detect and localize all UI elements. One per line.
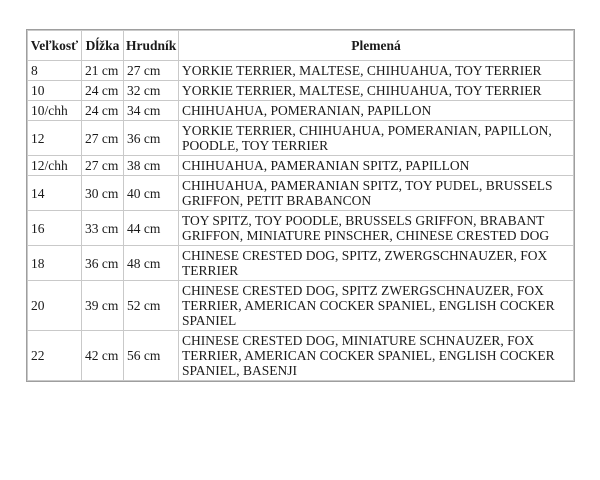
breeds-cell: YORKIE TERRIER, MALTESE, CHIHUAHUA, TOY TERRIER [179,61,574,81]
size-cell: 12/chh [28,156,82,176]
chest-cell: 44 cm [124,211,179,246]
breeds-cell: CHINESE CRESTED DOG, MINIATURE SCHNAUZER, FOX TERRIER, AMERICAN COCKER SPANIEL, ENGLISH COCKER SPANIEL, BASENJI [179,331,574,381]
breeds-cell: CHIHUAHUA, PAMERANIAN SPITZ, PAPILLON [179,156,574,176]
col-header-length: Dĺžka [82,31,124,61]
col-header-chest: Hrudník [124,31,179,61]
col-header-breeds: Plemená [179,31,574,61]
chest-cell: 48 cm [124,246,179,281]
length-cell: 24 cm [82,101,124,121]
size-cell: 20 [28,281,82,331]
breeds-cell: YORKIE TERRIER, MALTESE, CHIHUAHUA, TOY TERRIER [179,81,574,101]
length-cell: 30 cm [82,176,124,211]
breeds-cell: CHIHUAHUA, PAMERANIAN SPITZ, TOY PUDEL, BRUSSELS GRIFFON, PETIT BRABANCON [179,176,574,211]
length-cell: 36 cm [82,246,124,281]
table-row [28,61,574,81]
size-chart-container [27,30,574,381]
size-cell: 10 [28,81,82,101]
breeds-cell: CHINESE CRESTED DOG, SPITZ ZWERGSCHNAUZER, FOX TERRIER, AMERICAN COCKER SPANIEL, ENGLISH COCKER SPANIEL [179,281,574,331]
length-cell: 24 cm [82,81,124,101]
size-cell: 18 [28,246,82,281]
chest-cell: 40 cm [124,176,179,211]
breeds-cell: CHINESE CRESTED DOG, SPITZ, ZWERGSCHNAUZER, FOX TERRIER [179,246,574,281]
size-cell: 22 [28,331,82,381]
length-cell: 27 cm [82,156,124,176]
breeds-cell: YORKIE TERRIER, CHIHUAHUA, POMERANIAN, PAPILLON, POODLE, TOY TERRIER [179,121,574,156]
length-cell: 21 cm [82,61,124,81]
table-body [28,61,574,381]
size-cell: 8 [28,61,82,81]
size-cell: 12 [28,121,82,156]
length-cell: 27 cm [82,121,124,156]
chest-cell: 27 cm [124,61,179,81]
size-cell: 10/chh [28,101,82,121]
chest-cell: 32 cm [124,81,179,101]
size-chart-table [27,30,574,381]
chest-cell: 34 cm [124,101,179,121]
length-cell: 42 cm [82,331,124,381]
breeds-cell: TOY SPITZ, TOY POODLE, BRUSSELS GRIFFON, BRABANT GRIFFON, MINIATURE PINSCHER, CHINESE CRESTED DOG [179,211,574,246]
table-row [28,156,574,176]
table-header [28,31,574,61]
breeds-cell: CHIHUAHUA, POMERANIAN, PAPILLON [179,101,574,121]
table-row [28,331,574,381]
length-cell: 39 cm [82,281,124,331]
size-cell: 14 [28,176,82,211]
chest-cell: 56 cm [124,331,179,381]
chest-cell: 38 cm [124,156,179,176]
table-row [28,246,574,281]
chest-cell: 52 cm [124,281,179,331]
table-row [28,81,574,101]
chest-cell: 36 cm [124,121,179,156]
table-row [28,121,574,156]
table-row [28,211,574,246]
header-row [28,31,574,61]
size-cell: 16 [28,211,82,246]
length-cell: 33 cm [82,211,124,246]
col-header-size: Veľkosť [28,31,82,61]
table-row [28,176,574,211]
table-row [28,281,574,331]
table-row [28,101,574,121]
